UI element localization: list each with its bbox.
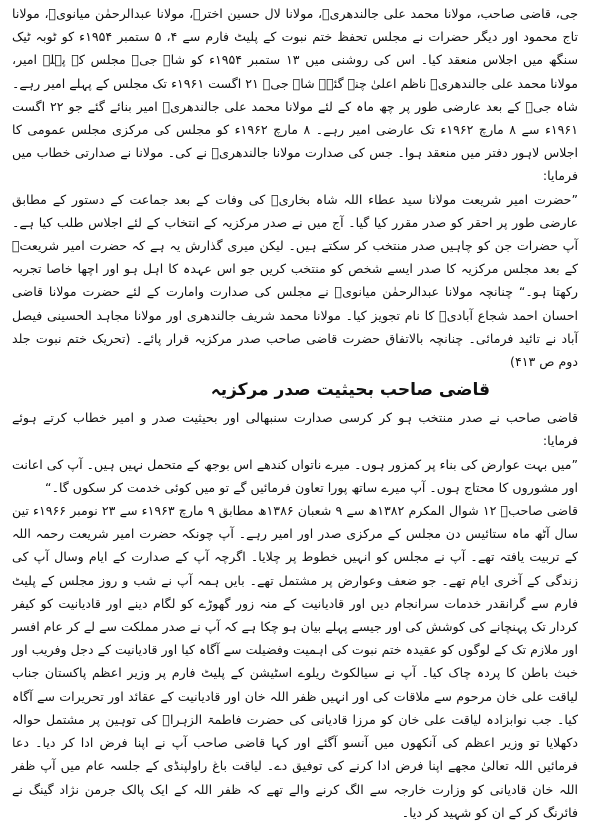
paragraph-2: قاضی صاحب نے صدر منتخب ہو کر کرسی صدارت سنبھالی اور بحیثیت صدر و امیر خطاب کرتے ہوئے فرمایا: <box>12 410 578 449</box>
section-heading: قاضی صاحب بحیثیت صدر مرکزیہ <box>210 380 490 401</box>
paragraph-3: قاضی صاحبؒ ۱۲ شوال المکرم ۱۳۸۲ھ سے ۹ شعبان ۱۳۸۶ھ مطابق ۹ مارچ ۱۹۶۳ء سے ۲۳ نومبر ۱۹۶۶ء تین سال آٹھ ماہ ستائیس دن مجلس کے مرکزی صدر اور امیر رہے۔ آپ چونکہ حضرت امیر شریعت رحمہ اللہ کے تربیت یافتہ تھے۔ آپ نے مجلس کو انہیں خطوط پر چلایا۔ اگرچہ آپ کے صدارت کے ایام وسال آپ کی زندگی کے آخری ایام تھے۔ جو ضعف وعوارض پر مشتمل تھے۔ بایں ہمہ آپ نے شب و روز مجلس کے پلیٹ فارم سے گرانقدر خدمات سرانجام دیں اور قادیانیت کے منہ زور گھوڑے کو لگام دینے اور قادیانیت کو کیفر کردار تک پہنچانے کی کوشش کی اور جیسے پہلے بیان ہو چکا ہے کہ آپ نے صدر مملکت سے لے کر عام افسر اور ملازم تک کے لوگوں کو عقیدہ ختم نبوت کی اہمیت وفضیلت سے آگاہ کیا اور قادیانیت کے دجل وفریب اور خبث باطن کا پردہ چاک کیا۔ آپ نے سیالکوٹ ریلوے اسٹیشن کے پلیٹ فارم پر وزیر اعظم پاکستان جناب لیاقت علی خان مرحوم سے ملاقات کی اور انہیں ظفر اللہ خان اور قادیانیت کے عقائد اور تحریرات سے آگاہ کیا۔ جب نوابزادہ لیاقت علی خان کو مرزا قادیانی کی حضرت فاطمۃ الزہراؓ کی توہین پر مشتمل حوالہ دکھلایا تو وزیر اعظم کی آنکھوں میں آنسو آگئے اور کہا قاضی صاحب آپ نے اپنا فرض ادا کر دیا۔ دعا فرمائیں اللہ تعالیٰ مجھے اپنا فرض ادا کرنے کی توفیق دے۔ لیاقت باغ راولپنڈی کے جلسہ عام میں آپ ظفر اللہ خان قادیانی کو وزارت خارجہ سے الگ کرنے والے تھے کہ ظفر اللہ کے ایک پالک جرمن نژاد گینگ نے فائرنگ کر کے ان کو شہید کر دیا۔ <box>12 503 578 820</box>
paragraph-1: جی، قاضی صاحب، مولانا محمد علی جالندھریؒ، مولانا لال حسین اخترؒ، مولانا عبدالرحمٰن میانویؒ، مولانا تاج محمود اور دیگر حضرات نے مجلس تحفظ ختم نبوت کے پلیٹ فارم سے ۴، ۵ ستمبر ۱۹۵۴ء کو ٹوبہ ٹیک سنگھ میں اجلاس منعقد کیا۔ اس کی روشنی میں ۱۳ ستمبر ۱۹۵۴ء کو شاہ جیؒ مجلس کے پہلے امیر، مولانا محمد علی جالندھریؒ ناظم اعلیٰ چنے گئے۔ شاہ جیؒ ۲۱ اگست ۱۹۶۱ء تک مجلس کے پہلے امیر رہے۔ شاہ جیؒ کے بعد عارضی طور پر چھ ماہ کے لئے مولانا محمد علی جالندھریؒ امیر بنائے گئے جو ۲۲ اگست ۱۹۶۱ء سے ۸ مارچ ۱۹۶۲ء تک عارضی امیر رہے۔ ۸ مارچ ۱۹۶۲ء کو مجلس کی مرکزی مجلس عمومی کا اجلاس لاہور دفتر میں منعقد ہوا۔ جس کی صدارت مولانا جالندھریؒ نے کی۔ مولانا نے صدارتی خطاب میں فرمایا: <box>12 6 579 184</box>
quote-jalandhari-address: ”حضرت امیر شریعت مولانا سید عطاء اللہ شاہ بخاریؒ کی وفات کے بعد جماعت کے دستور کے مطابق عارضی طور پر احقر کو صدر مقرر کیا گیا۔ آج میں نے صدر مرکزیہ کے انتخاب کے لئے اجلاس طلب کیا ہے۔ آپ حضرات جن کو چاہیں صدر منتخب کر سکتے ہیں۔ لیکن میری گذارش یہ ہے کہ حضرت امیر شریعتؒ کے بعد مجلس مرکزیہ کا صدر ایسے شخص کو منتخب کریں جو اس عہدہ کا اہل ہو اور اچھا خاصا تجربہ رکھتا ہو۔“ چنانچہ مولانا عبدالرحمٰن میانویؒ نے مجلس کی صدارت وامارت کے لئے حضرت مولانا قاضی احسان احمد شجاع آبادیؒ کا نام تجویز کیا۔ مولانا محمد شریف جالندھری اور مولانا مجاہد الحسینی فیصل آباد نے تائید فرمائی۔ چنانچہ بالاتفاق حضرت قاضی صاحب صدر مرکزیہ قرار پائے۔ (تحریک ختم نبوت جلد دوم ص ۴۱۳) <box>12 191 578 370</box>
quote-qazi-address: ”میں بہت عوارض کی بناء پر کمزور ہوں۔ میرے ناتواں کندھے اس بوجھ کے متحمل نہیں ہیں۔ آپ کی اعانت اور مشوروں کا محتاج ہوں۔ آپ میرے ساتھ پورا تعاون فرمائیں گے تو میں کوئی خدمت کر سکوں گا۔“ <box>12 456 578 495</box>
